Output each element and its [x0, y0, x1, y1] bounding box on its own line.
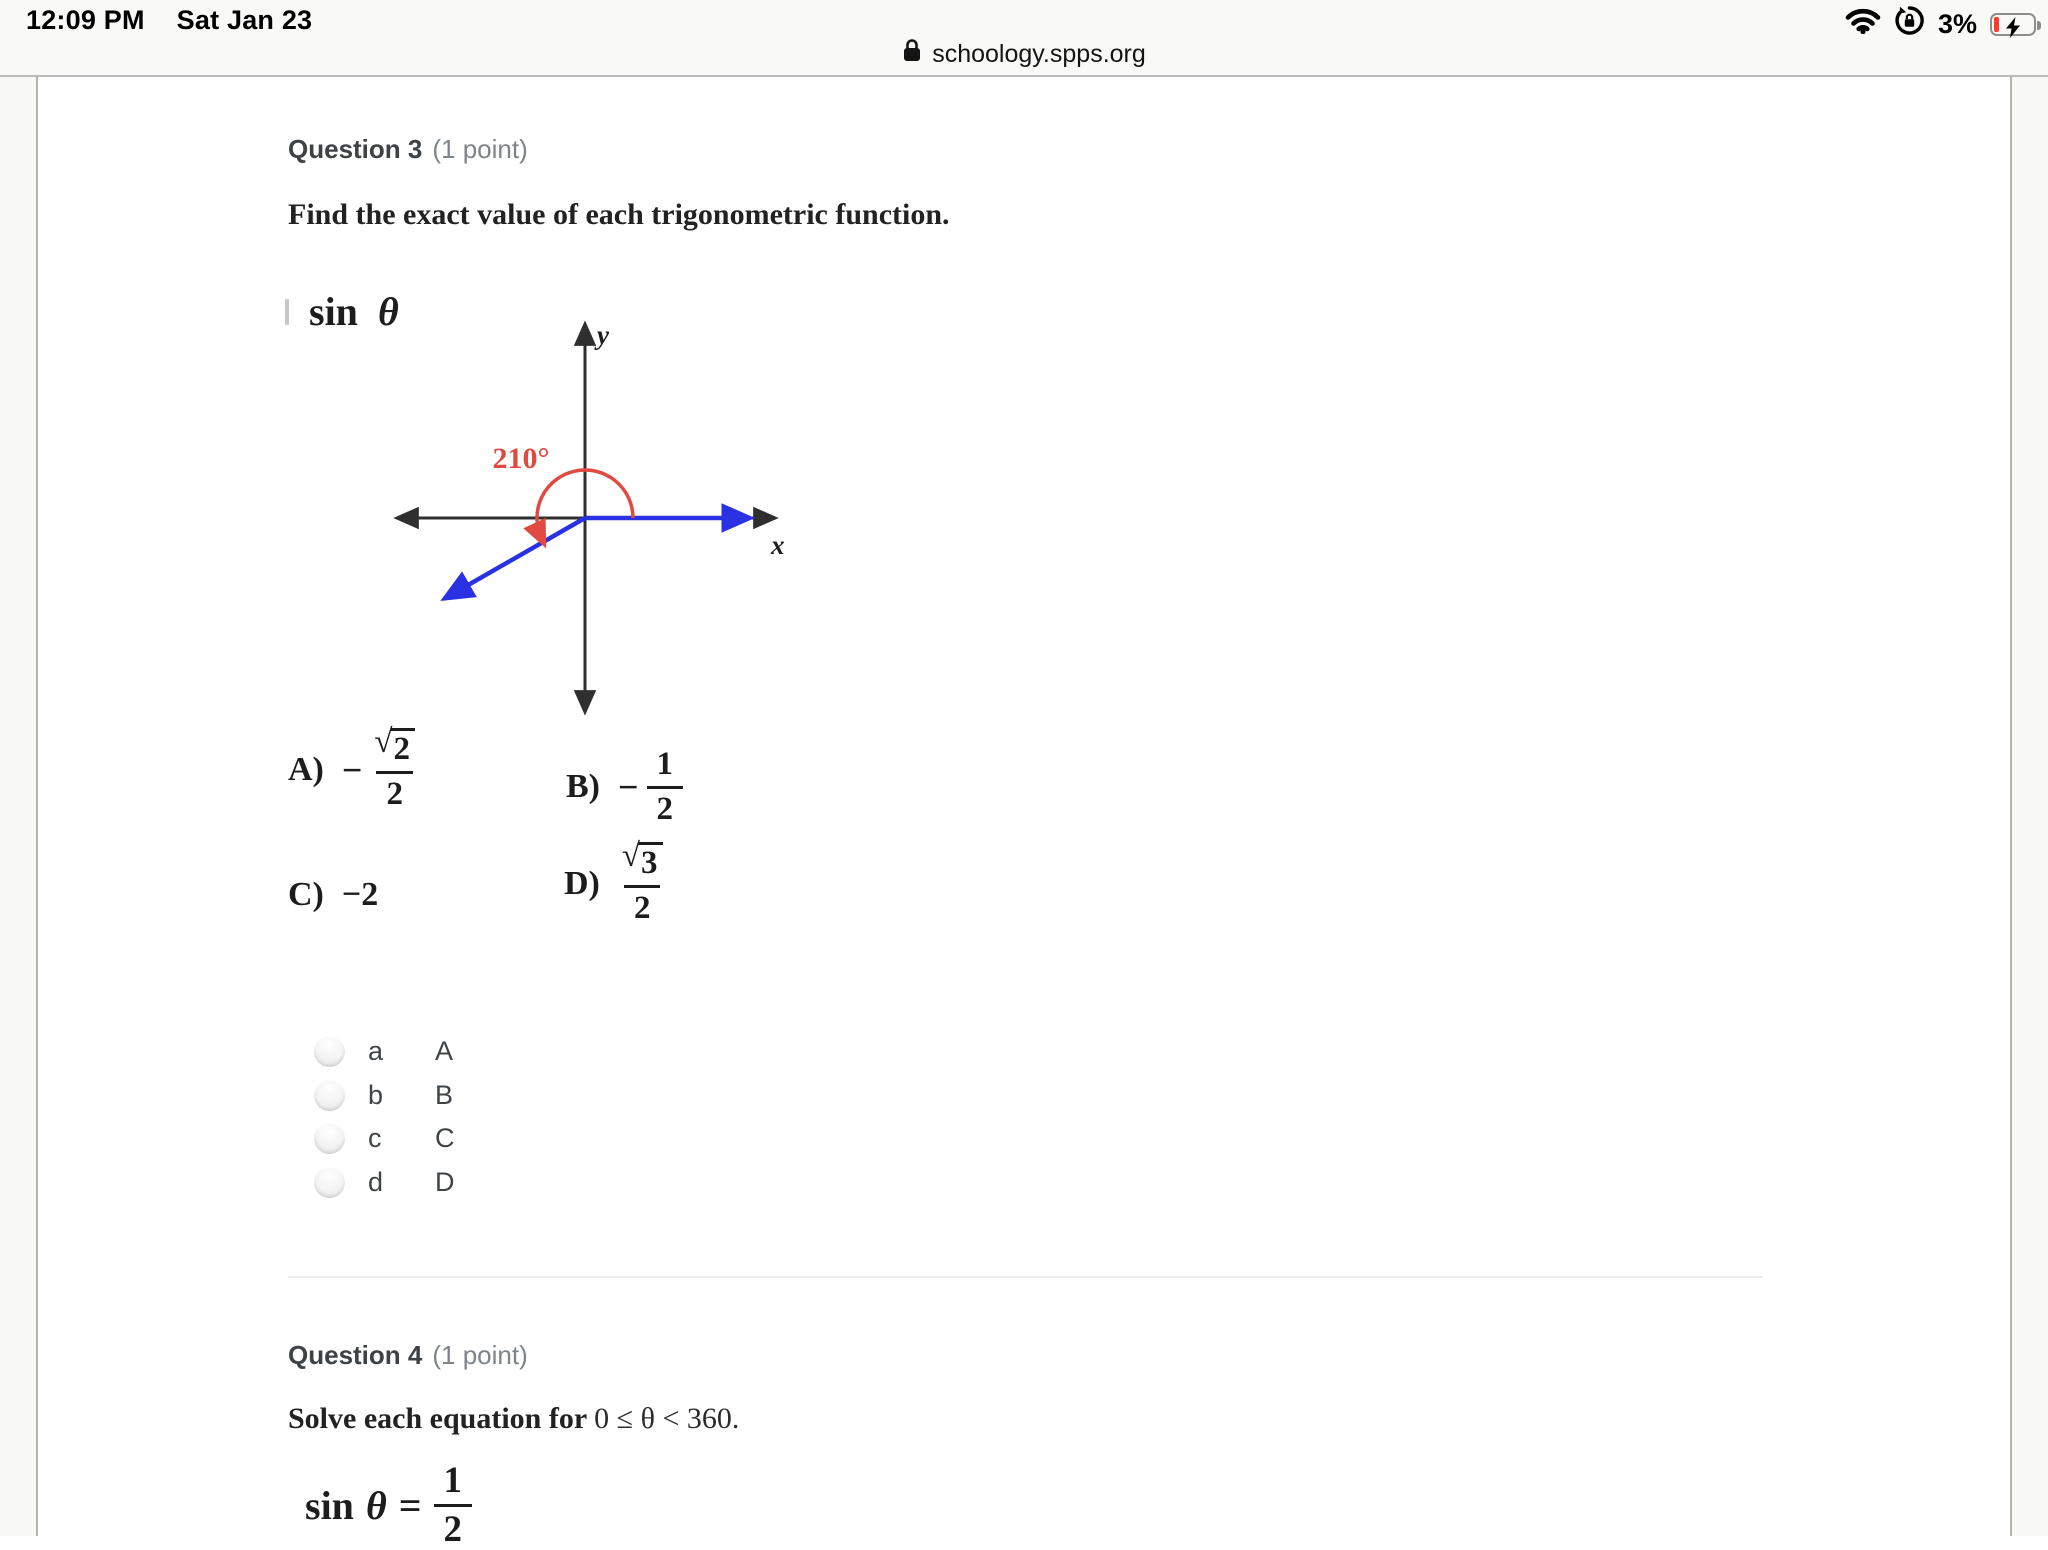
answer-choice-A	[288, 724, 419, 812]
question4-title: Question 4	[288, 1340, 423, 1370]
padlock-icon	[902, 38, 922, 70]
page-left-margin	[0, 77, 38, 1536]
numerator: 1	[443, 1460, 462, 1501]
equation-fn: sin	[305, 1482, 354, 1528]
question3-title: Question 3	[288, 134, 423, 164]
answer-choice-C	[288, 876, 378, 914]
option-row-c	[314, 1117, 455, 1161]
radio-option-a[interactable]	[314, 1036, 345, 1067]
radio-option-d[interactable]	[314, 1167, 345, 1198]
terminal-side-ray-210	[449, 518, 585, 596]
question4-heading	[288, 1340, 528, 1371]
answer-value: −2	[341, 876, 379, 913]
option-row-d	[314, 1161, 455, 1205]
battery-icon	[1990, 13, 2036, 36]
expression-variable: θ	[377, 289, 399, 334]
answer-choice-B	[566, 748, 683, 826]
radio-option-c[interactable]	[314, 1123, 345, 1154]
denominator: 2	[434, 1504, 473, 1548]
question-divider	[288, 1276, 1762, 1278]
equals-sign: =	[398, 1482, 422, 1528]
expression-fn: sin	[309, 289, 358, 334]
page-scroll-gutter[interactable]	[2010, 77, 2048, 1536]
question3-expression	[285, 288, 399, 335]
answer-label: D)	[564, 864, 600, 902]
question4-points: (1 point)	[432, 1340, 528, 1370]
denominator: 2	[624, 885, 661, 925]
question3-answer-options	[314, 1030, 455, 1204]
option-row-a	[314, 1030, 455, 1074]
option-label: A	[435, 1036, 454, 1067]
option-value: a	[368, 1036, 384, 1067]
option-value: c	[368, 1123, 382, 1154]
minus-sign: −	[341, 749, 363, 790]
question3-prompt: Find the exact value of each trigonometric function.	[288, 198, 950, 231]
question3-points: (1 point)	[432, 134, 528, 164]
option-label: C	[435, 1123, 455, 1154]
radio-option-b[interactable]	[314, 1080, 345, 1111]
question4-equation	[305, 1462, 472, 1548]
address-bar[interactable]	[0, 36, 2048, 72]
answer-choice-D	[564, 838, 667, 926]
answer-label: C)	[288, 876, 324, 913]
option-label: D	[435, 1166, 455, 1197]
answer-label: B)	[566, 768, 600, 805]
question3-heading	[288, 134, 528, 165]
radicand: 3	[638, 842, 663, 880]
status-bar-left	[26, 5, 312, 36]
answer-label: A)	[288, 750, 324, 788]
prompt-constraint: 0 ≤ θ < 360.	[594, 1402, 740, 1435]
battery-percent: 3%	[1937, 8, 1977, 39]
radicand: 2	[391, 728, 416, 766]
url-text: schoology.spps.org	[932, 39, 1146, 68]
option-row-b	[314, 1074, 455, 1118]
battery-level-low	[1994, 17, 1999, 32]
status-time: 12:09 PM	[26, 5, 145, 35]
option-label: B	[435, 1079, 454, 1110]
angle-diagram	[385, 306, 805, 731]
cropped-mark	[285, 299, 289, 325]
minus-sign: −	[618, 767, 639, 807]
denominator: 2	[376, 771, 413, 811]
denominator: 2	[647, 786, 684, 826]
equation-variable: θ	[365, 1482, 387, 1528]
option-value: b	[368, 1079, 384, 1110]
option-value: d	[368, 1166, 384, 1197]
y-axis-label: y	[597, 320, 609, 350]
browser-chrome	[0, 0, 2048, 77]
battery-nub	[2037, 21, 2041, 30]
question4-prompt	[288, 1402, 739, 1436]
angle-value-label: 210°	[492, 442, 550, 475]
x-axis-label: x	[771, 530, 785, 560]
prompt-text: Solve each equation for	[288, 1402, 587, 1435]
status-date: Sat Jan 23	[176, 5, 313, 35]
radical-sign: √	[621, 838, 641, 874]
numerator: 1	[656, 746, 674, 782]
radical-sign: √	[374, 724, 393, 760]
